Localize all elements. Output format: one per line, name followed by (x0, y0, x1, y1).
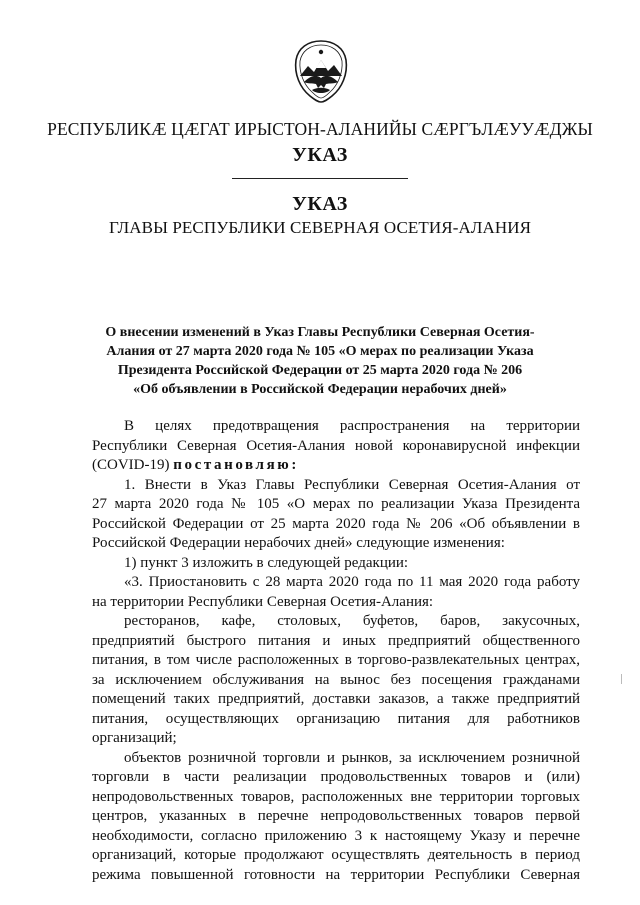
body-line: 1. Внести в Указ Главы Республики Северная Осетия-Алания от (124, 476, 580, 493)
header-divider (232, 178, 408, 179)
body-line: необходимости, согласно приложению 3 к настоящему Указу и перечне (92, 827, 580, 844)
republic-head-title-russian: ГЛАВЫ РЕСПУБЛИКИ СЕВЕРНАЯ ОСЕТИЯ-АЛАНИЯ (108, 218, 532, 237)
body-line: предприятий быстрого питания и иных предприятий общественного (92, 632, 580, 649)
decree-title-line: Президента Российской Федерации от 25 марта 2020 года № 206 (117, 363, 523, 378)
body-line: непродовольственных товаров, расположенных вне территории торговых (92, 788, 580, 805)
body-line: питания, осуществляющих организацию питания для работников (92, 710, 580, 727)
republic-emblem-icon (290, 38, 352, 104)
body-line: питания, в том числе расположенных в торгово-развлекательных центрах, (92, 652, 580, 668)
body-line: Российской Федерации от 25 марта 2020 года № 206 «Об объявлении в (92, 515, 580, 532)
body-line: 1) пункт 3 изложить в следующей редакции: (124, 554, 409, 571)
body-line: объектов розничной торговли и рынков, за исключением розничной (124, 749, 580, 766)
body-line: за исключением обслуживания на вынос без посещения гражданами (92, 671, 580, 688)
body-line: центров, указанных в перечне непродовольственных товаров первой (92, 808, 580, 824)
ukaz-heading-ossetian: УКАЗ (292, 144, 348, 166)
body-line: ресторанов, кафе, столовых, буфетов, баров, закусочных, (124, 613, 580, 629)
body-line: Республики Северная Осетия-Алания новой коронавирусной инфекции (92, 437, 580, 454)
decree-title-line: Алания от 27 марта 2020 года № 105 «О мерах по реализации Указа (106, 344, 534, 359)
decree-title (60, 323, 580, 399)
body-line: на территории Республики Северная Осетия-Алания: (92, 593, 434, 610)
body-line: Российской Федерации нерабочих дней» следующие изменения: (92, 535, 505, 551)
body-line: режима повышенной готовности на территории Республики Северная (92, 866, 580, 883)
body-line: «3. Приостановить с 28 марта 2020 года по 11 мая 2020 года работу (124, 574, 580, 590)
body-line: В целях предотвращения распространения на территории (124, 418, 580, 434)
body-line: помещений таких предприятий, доставки заказов, а также предприятий (92, 691, 580, 707)
body-text-fragment: (COVID-19) (92, 457, 174, 473)
decree-title-line: «Об объявлении в Российской Федерации нерабочих дней» (133, 382, 507, 397)
decree-title-line: О внесении изменений в Указ Главы Республики Северная Осетия- (105, 325, 535, 340)
body-line (92, 456, 580, 476)
decree-body (92, 417, 580, 885)
scan-margin-mark (621, 674, 622, 684)
body-line: 27 марта 2020 года № 105 «О мерах по реализации Указа Президента (92, 496, 580, 512)
body-line: организаций; (92, 730, 177, 746)
body-line: организаций, которые продолжают осуществлять деятельность в период (92, 847, 580, 863)
postanovlyayu-keyword: постановляю: (173, 457, 299, 473)
ukaz-heading-russian: УКАЗ (292, 193, 348, 215)
republic-title-ossetian: РЕСПУБЛИКӔ ЦӔГАТ ИРЫСТОН-АЛАНИЙЫ СӔРГЪЛӔУУӔДЖЫ (47, 119, 593, 139)
body-line: торговли в части реализации продовольственных товаров и (или) (92, 769, 580, 785)
